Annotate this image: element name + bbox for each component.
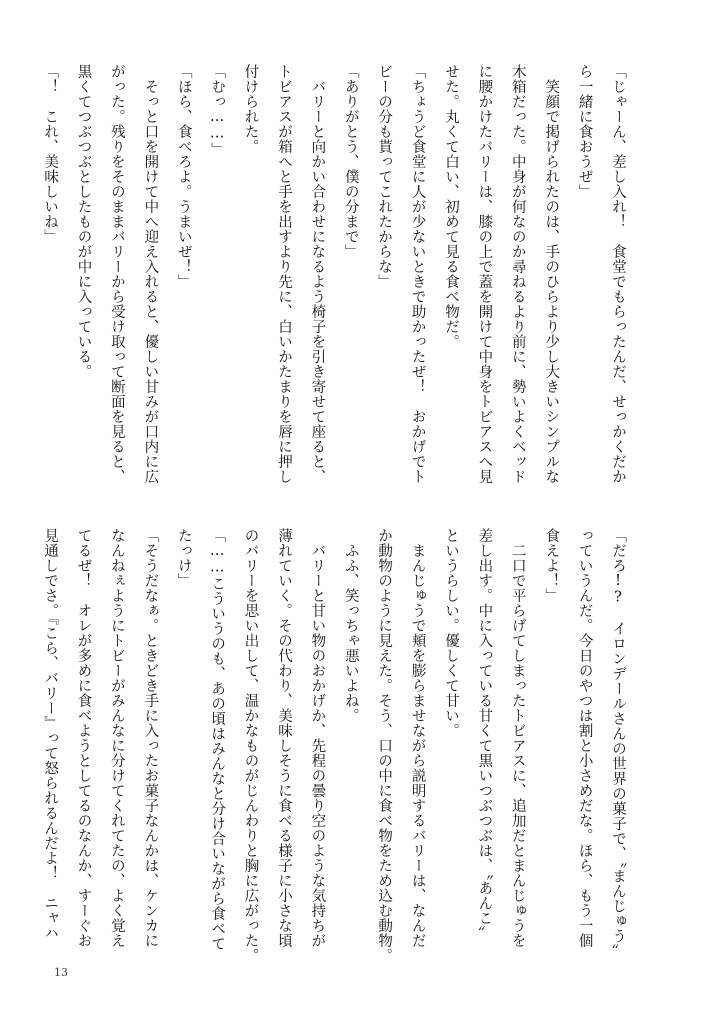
text-line: たっけ」 bbox=[175, 528, 192, 588]
text-line: トビアスが箱へと手を出すより先に、白いかたまりを唇に押し bbox=[275, 64, 292, 484]
text-line: 「ちょうど食堂に人が少ないときで助かったぜ！ おかげでト bbox=[409, 64, 426, 484]
text-line: 二口で平らげてしまったトビアスに、追加だとまんじゅうを bbox=[509, 528, 526, 948]
text-line: 「むっ……」 bbox=[209, 64, 226, 157]
text-line: 木箱だった。中身が何なのか尋ねるより前に、勢いよくベッド bbox=[509, 64, 526, 484]
text-line: 差し出す。中に入っている甘くて黒いつぶつぶは、〝あんこ〟 bbox=[476, 528, 493, 941]
text-line: 黒くてつぶつぶとしたものが中に入っている。 bbox=[75, 64, 92, 379]
text-line: っていうんだ。今日のやつは割と小さめだな。ほら、もう一個 bbox=[576, 528, 593, 948]
text-line: 「だろ!? イロンデールさんの世界の菓子で、〝まんじゅう〟 bbox=[610, 528, 626, 959]
text-line: 薄れていく。その代わり、美味しそうに食べる様子に小さな頃 bbox=[275, 528, 292, 948]
text-line: なんねぇようにトビーがみんなに分けてくれてたの、よく覚え bbox=[108, 528, 125, 948]
text-line: 「……こういうのも、あの頃はみんなと分け合いながら食べて bbox=[209, 528, 226, 951]
text-line: ら一緒に食おうぜ」 bbox=[576, 64, 593, 199]
text-line: 「じゃーん、差し入れ！ 食堂でもらったんだ、せっかくだか bbox=[610, 64, 626, 484]
text-line: ふふ、笑っちゃ悪いよね。 bbox=[342, 528, 359, 723]
text-line: 「ほら、食べろよ。うまいぜ！」 bbox=[175, 64, 192, 289]
text-line: か動物のように見えた。そう、口の中に食べ物をため込む動物。 bbox=[376, 528, 393, 963]
text-line: 付けられた。 bbox=[242, 64, 259, 154]
text-line: 「！ これ、美味しいね」 bbox=[42, 64, 59, 244]
text-line: 食えよ！」 bbox=[543, 528, 560, 603]
text-line: というらしい。優しくて甘い。 bbox=[442, 528, 459, 738]
text-line: ビーの分も貰ってこれたからな」 bbox=[376, 64, 393, 289]
text-line: がった。残りをそのままバリーから受け取って断面を見ると、 bbox=[108, 64, 125, 484]
text-line: まんじゅうで頬を膨らませながら説明するバリーは、なんだ bbox=[409, 528, 426, 948]
text-line: 「そうだなぁ。ときどき手に入ったお菓子なんかは、ケンカに bbox=[142, 528, 159, 948]
text-line: てるぜ！ オレが多めに食べようとしてるのなんか、すーぐお bbox=[75, 528, 92, 948]
text-line: 笑顔で掲げられたのは、手のひらより少し大きいシンプルな bbox=[543, 64, 560, 484]
text-column-bottom bbox=[42, 528, 634, 963]
text-line: 「ありがとう、僕の分まで」 bbox=[342, 64, 359, 259]
text-line: バリーと向かい合わせになるよう椅子を引き寄せて座ると、 bbox=[309, 64, 326, 484]
text-line: に腰かけたバリーは、膝の上で蓋を開けて中身をトビアスへ見 bbox=[476, 64, 493, 484]
text-line: のバリーを思い出して、温かなものがじんわりと胸に広がった。 bbox=[242, 528, 259, 963]
text-line: そっと口を開けて中へ迎え入れると、優しい甘みが口内に広 bbox=[142, 64, 159, 484]
page-number: 13 bbox=[54, 966, 68, 979]
text-line: せた。丸くて白い、初めて見る食べ物だ。 bbox=[442, 64, 459, 349]
text-line: バリーと甘い物のおかげか、先程の曇り空のような気持ちが bbox=[309, 528, 326, 948]
text-column-top bbox=[42, 64, 634, 484]
text-line: 見通しでさ。『こら、バリー』って怒られるんだよ！ ニャハ bbox=[42, 528, 59, 941]
